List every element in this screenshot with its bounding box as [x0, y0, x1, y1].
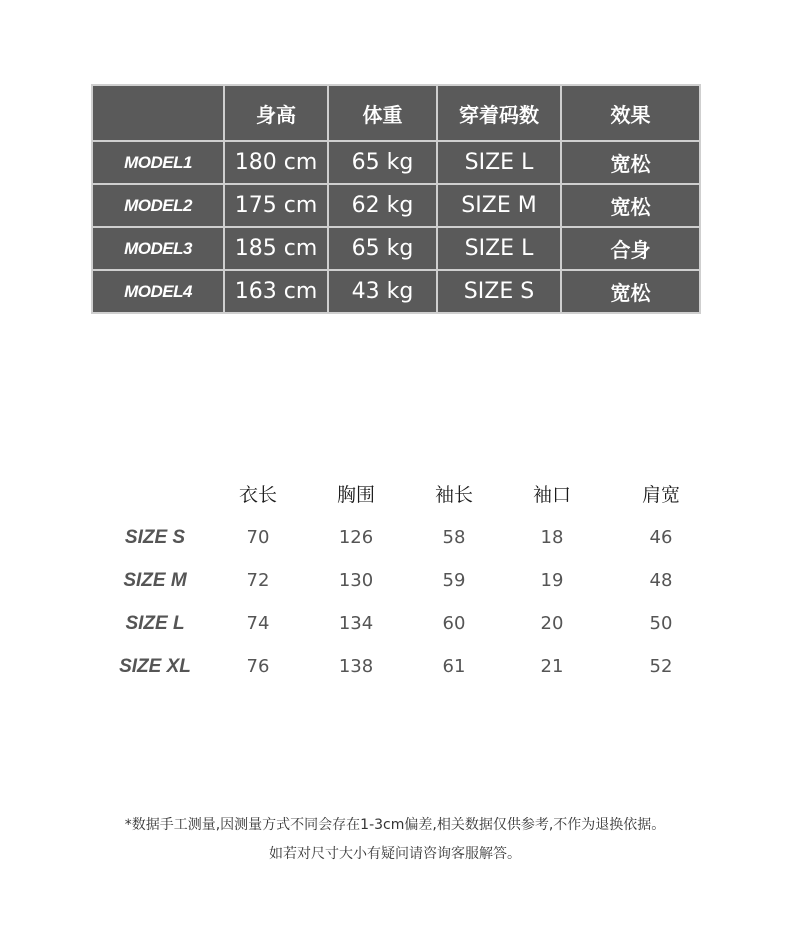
- model-table-header-row: [92, 85, 700, 141]
- model-height: 163 cm: [224, 270, 328, 313]
- size-value-chest: 134: [338, 613, 374, 634]
- table-row: [100, 602, 720, 645]
- size-value-sleeve: 60: [442, 613, 466, 634]
- size-name: SIZE L: [125, 612, 185, 634]
- size-value-cuff: 20: [540, 613, 564, 634]
- model-size: SIZE M: [437, 184, 561, 227]
- size-name: SIZE S: [124, 526, 186, 548]
- measurement-disclaimer: *数据手工测量,因测量方式不同会存在1-3cm偏差,相关数据仅供参考,不作为退换依据。: [124, 817, 666, 833]
- size-table-header-cuff: 袖口: [532, 483, 571, 506]
- size-value-cuff: 19: [540, 570, 564, 591]
- size-value-shoulder: 48: [649, 570, 673, 591]
- size-value-sleeve: 61: [442, 656, 466, 677]
- model-name: MODEL1: [92, 141, 224, 184]
- size-table-header-row: [100, 470, 720, 516]
- size-table-header-chest: 胸围: [336, 483, 375, 506]
- model-name: MODEL4: [92, 270, 224, 313]
- model-effect: 宽松: [561, 184, 700, 227]
- model-height: 180 cm: [224, 141, 328, 184]
- customer-service-note: 如若对尺寸大小有疑问请咨询客服解答。: [269, 846, 521, 862]
- model-effect: 宽松: [561, 141, 700, 184]
- table-row: [100, 559, 720, 602]
- size-table-header-shoulder: 肩宽: [641, 483, 680, 506]
- model-table-header-weight: 体重: [328, 85, 437, 141]
- table-row: [100, 516, 720, 559]
- size-value-length: 74: [246, 613, 270, 634]
- table-row: [92, 184, 700, 227]
- size-name: SIZE M: [123, 569, 187, 591]
- size-value-shoulder: 52: [649, 656, 673, 677]
- model-info-table: [91, 84, 701, 314]
- size-value-chest: 130: [338, 570, 374, 591]
- size-value-sleeve: 58: [442, 527, 466, 548]
- model-table-header-blank: [92, 85, 224, 141]
- table-row: [92, 141, 700, 184]
- size-chart-table: [100, 470, 720, 688]
- size-value-length: 72: [246, 570, 270, 591]
- size-table-header-length: 衣长: [238, 483, 277, 506]
- model-name: MODEL3: [92, 227, 224, 270]
- table-row: [100, 645, 720, 688]
- model-table-header-effect: 效果: [561, 85, 700, 141]
- model-size: SIZE S: [437, 270, 561, 313]
- model-effect: 宽松: [561, 270, 700, 313]
- size-table-header-blank: [100, 470, 210, 516]
- table-row: [92, 227, 700, 270]
- model-table-header-size: 穿着码数: [437, 85, 561, 141]
- size-value-cuff: 21: [540, 656, 564, 677]
- size-value-chest: 126: [338, 527, 374, 548]
- model-weight: 65 kg: [328, 141, 437, 184]
- model-effect: 合身: [561, 227, 700, 270]
- model-table-header-height: 身高: [224, 85, 328, 141]
- size-table-header-sleeve: 袖长: [434, 483, 473, 506]
- model-size: SIZE L: [437, 141, 561, 184]
- model-weight: 65 kg: [328, 227, 437, 270]
- size-value-sleeve: 59: [442, 570, 466, 591]
- model-height: 175 cm: [224, 184, 328, 227]
- size-value-cuff: 18: [540, 527, 564, 548]
- model-weight: 62 kg: [328, 184, 437, 227]
- model-height: 185 cm: [224, 227, 328, 270]
- size-value-shoulder: 46: [649, 527, 673, 548]
- size-value-length: 76: [246, 656, 270, 677]
- table-row: [92, 270, 700, 313]
- model-name: MODEL2: [92, 184, 224, 227]
- model-weight: 43 kg: [328, 270, 437, 313]
- model-size: SIZE L: [437, 227, 561, 270]
- size-value-chest: 138: [338, 656, 374, 677]
- size-value-length: 70: [246, 527, 270, 548]
- size-value-shoulder: 50: [649, 613, 673, 634]
- size-name: SIZE XL: [119, 655, 191, 677]
